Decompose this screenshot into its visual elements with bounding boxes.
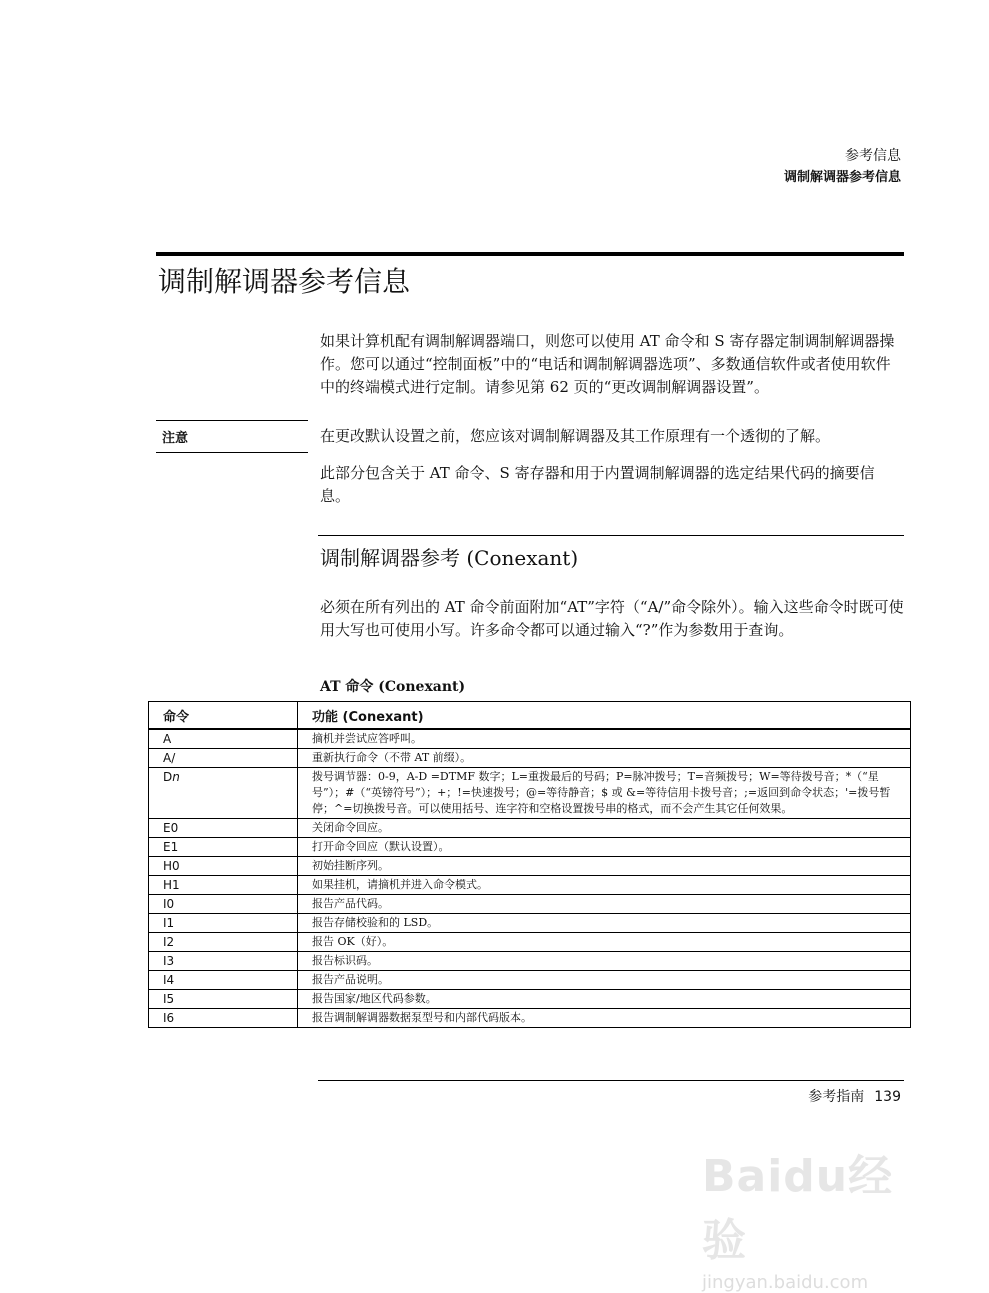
function-cell: 拨号调节器：0-9，A-D =DTMF 数字；L=重拨最后的号码；P=脉冲拨号；T=音频拨号；W=等待拨号音；*（“星号”）；#（“英镑符号”）；+；!=快速拨号；@=等待静音；$ 或 &=等待信用卡拨号音；;=返回到命令状态；'=拨号暂停；^=切换拨号音。可以使用括号、连字符和空格设置拨号串的格式，而不会产生其它任何效果。 — [298, 768, 911, 819]
command-cell: I1 — [149, 914, 298, 933]
table-row — [149, 971, 911, 990]
function-cell: 打开命令回应（默认设置）。 — [298, 838, 911, 857]
table-row — [149, 729, 911, 749]
note-label: 注意 — [162, 431, 189, 446]
watermark-logo: Baidu经验 — [702, 1151, 894, 1266]
function-cell: 摘机并尝试应答呼叫。 — [298, 729, 911, 749]
function-cell: 报告产品代码。 — [298, 895, 911, 914]
running-header — [784, 146, 901, 188]
command-variable: n — [172, 770, 180, 784]
watermark-url: jingyan.baidu.com — [702, 1272, 869, 1293]
page-title: 调制解调器参考信息 — [158, 265, 411, 298]
section-title: 调制解调器参考 (Conexant) — [320, 546, 579, 570]
note-rule-bottom — [156, 452, 308, 453]
at-command-table — [148, 701, 911, 1028]
command-cell: I5 — [149, 990, 298, 1009]
function-cell: 报告调制解调器数据泵型号和内部代码版本。 — [298, 1009, 911, 1028]
function-cell: 报告国家/地区代码参数。 — [298, 990, 911, 1009]
command-cell: H1 — [149, 876, 298, 895]
table-row — [149, 952, 911, 971]
page-number: 139 — [874, 1089, 901, 1105]
running-header-section: 调制解调器参考信息 — [783, 170, 901, 185]
command-cell: A — [149, 729, 298, 749]
section-rule — [318, 535, 904, 536]
function-cell: 报告 OK（好）。 — [298, 933, 911, 952]
table-row — [149, 749, 911, 768]
intro-paragraph: 如果计算机配有调制解调器端口，则您可以使用 AT 命令和 S 寄存器定制调制解调器操作。您可以通过“控制面板”中的“电话和调制解调器选项”、多数通信软件或者使用软件中的终端模式进行定制。请参见第 62 页的“更改调制解调器设置”。 — [320, 332, 895, 396]
header-command: 命令 — [149, 702, 298, 730]
command-cell: A/ — [149, 749, 298, 768]
header-function: 功能 (Conexant) — [298, 702, 911, 730]
command-cell: I2 — [149, 933, 298, 952]
function-cell: 报告存储校验和的 LSD。 — [298, 914, 911, 933]
command-cell — [149, 768, 298, 819]
command-prefix: D — [163, 770, 173, 784]
running-header-chapter: 参考信息 — [845, 148, 901, 164]
function-cell: 报告产品说明。 — [298, 971, 911, 990]
command-cell: I6 — [149, 1009, 298, 1028]
table-row — [149, 933, 911, 952]
function-cell: 初始挂断序列。 — [298, 857, 911, 876]
table-row — [149, 876, 911, 895]
note-text: 在更改默认设置之前，您应该对调制解调器及其工作原理有一个透彻的了解。 — [320, 427, 831, 445]
table-row — [149, 819, 911, 838]
command-cell: I3 — [149, 952, 298, 971]
title-rule — [156, 252, 904, 256]
function-cell: 如果挂机，请摘机并进入命令模式。 — [298, 876, 911, 895]
table-row — [149, 768, 911, 819]
command-cell: E1 — [149, 838, 298, 857]
footer-rule — [318, 1080, 904, 1081]
table-row — [149, 1009, 911, 1028]
function-cell: 重新执行命令（不带 AT 前缀）。 — [298, 749, 911, 768]
table-row — [149, 990, 911, 1009]
function-cell: 关闭命令回应。 — [298, 819, 911, 838]
table-row — [149, 857, 911, 876]
command-cell: I0 — [149, 895, 298, 914]
table-row — [149, 914, 911, 933]
command-cell: H0 — [149, 857, 298, 876]
watermark — [702, 1140, 922, 1293]
table-caption: AT 命令 (Conexant) — [320, 679, 466, 695]
function-cell: 报告标识码。 — [298, 952, 911, 971]
table-row — [149, 895, 911, 914]
section-paragraph: 必须在所有列出的 AT 命令前面附加“AT”字符（“A/”命令除外）。输入这些命令时既可使用大写也可使用小写。许多命令都可以通过输入“?”作为参数用于查询。 — [320, 598, 904, 639]
command-cell: E0 — [149, 819, 298, 838]
page-footer — [808, 1086, 901, 1106]
footer-label: 参考指南 — [808, 1089, 865, 1105]
note-rule-top — [156, 420, 308, 421]
table-header-row — [149, 702, 911, 730]
command-cell: I4 — [149, 971, 298, 990]
table-row — [149, 838, 911, 857]
summary-paragraph: 此部分包含关于 AT 命令、S 寄存器和用于内置调制解调器的选定结果代码的摘要信息。 — [320, 464, 875, 505]
